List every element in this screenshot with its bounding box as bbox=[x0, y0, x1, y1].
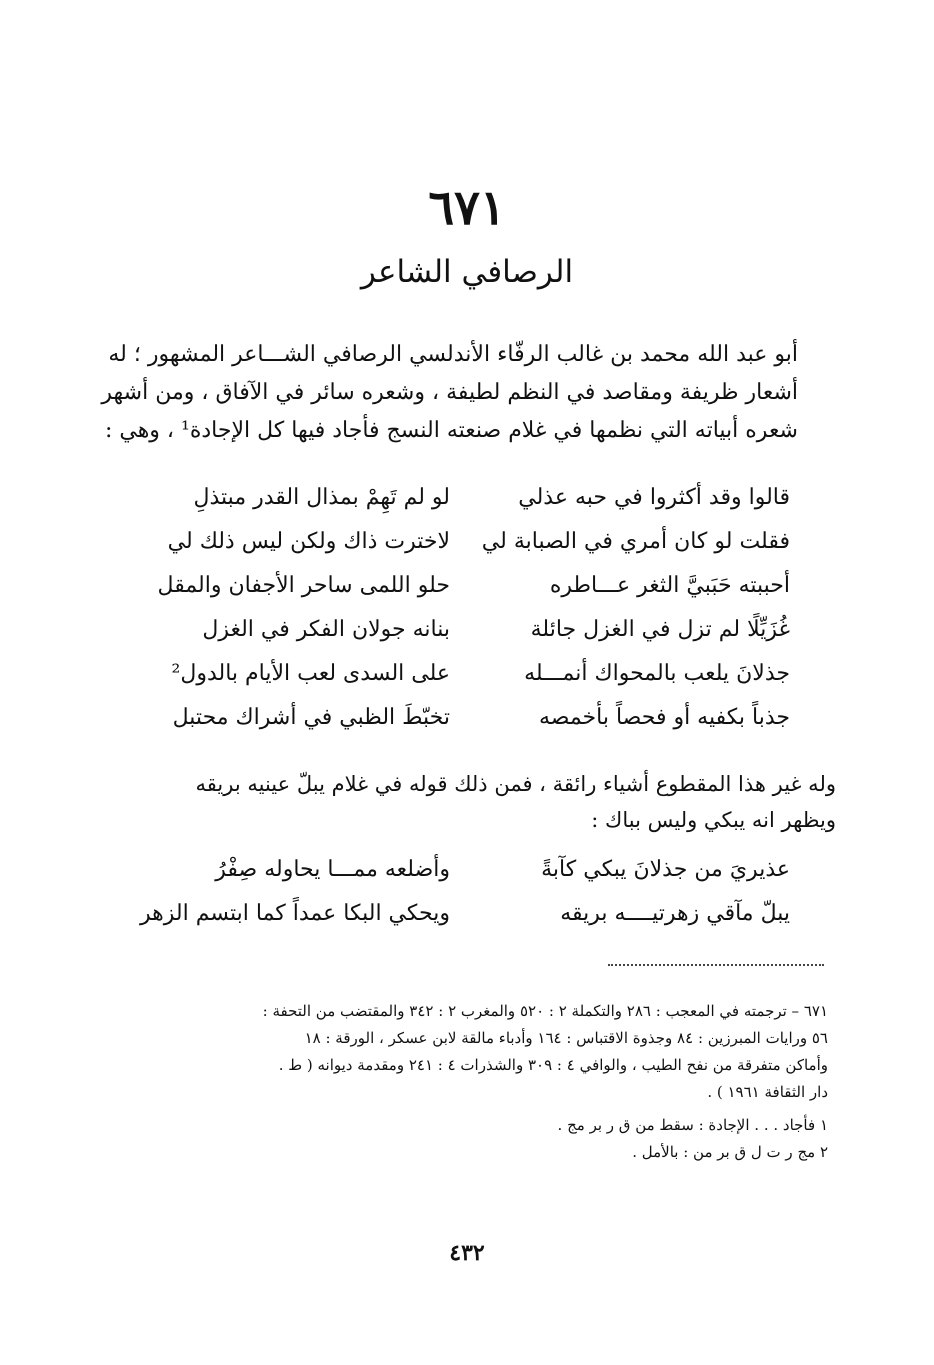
verse bbox=[150, 652, 790, 696]
verse-second-hemistich: ويحكي البكا عمداً كما ابتسم الزهر bbox=[140, 901, 450, 926]
verse-first-hemistich: عذيريَ من جذلانَ يبكي كآبةً bbox=[541, 857, 790, 882]
verse bbox=[150, 476, 790, 520]
verse-first-hemistich: فقلت لو كان أمري في الصبابة لي bbox=[481, 529, 790, 554]
poem-first bbox=[150, 476, 790, 740]
page-number: ٤٣٢ bbox=[449, 1240, 485, 1266]
footnote-separator bbox=[608, 964, 824, 966]
footnote-line: ٥٦ ورايات المبرزين : ٨٤ وجذوة الاقتباس : ١٦٤ وأدباء مالقة لابن عسكر ، الورقة : ١٨ bbox=[304, 1029, 828, 1047]
intro-line: أبو عبد الله محمد بن غالب الرفّاء الأندلسي الرصافي الشـــاعر المشهور ؛ له bbox=[108, 342, 798, 367]
verse-second-hemistich: بنانه جولان الفكر في الغزل bbox=[202, 617, 450, 642]
verse-first-hemistich: يبلّ مآقي زهرتيــــه بريقه bbox=[560, 901, 790, 926]
verse-second-hemistich: حلو اللمى ساحر الأجفان والمقل bbox=[157, 573, 450, 598]
verse-first-hemistich: جذلانَ يلعب بالمحواك أنمـــله bbox=[524, 661, 790, 686]
verse-first-hemistich: غُزَيِّلًا لم تزل في الغزل جائلة bbox=[530, 617, 790, 642]
verse-second-hemistich: على السدى لعب الأيام بالدول² bbox=[171, 661, 450, 686]
verse bbox=[150, 564, 790, 608]
verse bbox=[150, 520, 790, 564]
intro-paragraph bbox=[101, 336, 798, 450]
verse-first-hemistich: جذباً بكفيه أو فحصاً بأخمصه bbox=[538, 705, 790, 730]
footnote-line: وأماكن متفرقة من نفح الطيب ، والوافي ٤ : ٣٠٩ والشذرات ٤ : ٢٤١ ومقدمة ديوانه ( ط . bbox=[278, 1056, 828, 1074]
footnote-line: دار الثقافة ١٩٦١ ) . bbox=[707, 1083, 828, 1101]
intro-line: أشعار ظريفة ومقاصد في النظم لطيفة ، وشعره سائر في الآفاق ، ومن أشهر bbox=[101, 380, 798, 405]
poem-second bbox=[140, 848, 790, 936]
verse bbox=[140, 892, 790, 936]
second-paragraph bbox=[118, 766, 836, 838]
verse-second-hemistich: وأضلعه ممـــا يحاوله صِفْرُ bbox=[215, 857, 450, 882]
footnote-1: ١ فأجاد . . . الإجادة : سقط من ق ر بر مج . bbox=[557, 1116, 828, 1134]
paragraph-line: وله غير هذا المقطوع أشياء رائقة ، فمن ذلك قوله في غلام يبلّ عينيه بريقه bbox=[195, 772, 836, 796]
verse-second-hemistich: لاخترت ذاك ولكن ليس ذلك لي bbox=[167, 529, 450, 554]
intro-line: شعره أبياته التي نظمها في غلام صنعته النسج فأجاد فيها كل الإجادة¹ ، وهي : bbox=[104, 418, 798, 443]
footnote-line: ٦٧١ – ترجمته في المعجب : ٢٨٦ والتكملة ٢ : ٥٢٠ والمغرب ٢ : ٣٤٢ والمقتضب من التحفة : bbox=[262, 1002, 828, 1020]
verse bbox=[150, 696, 790, 740]
verse bbox=[150, 608, 790, 652]
verse-second-hemistich: لو لم تَهِمْ بمذال القدر مبتذلِ bbox=[193, 485, 450, 510]
verse-first-hemistich: قالوا وقد أكثروا في حبه عذلي bbox=[518, 485, 790, 510]
verse-second-hemistich: تخبّطَ الظبي في أشراك محتبل bbox=[172, 705, 450, 730]
footnote-2: ٢ مج ر ت ل ق بر من : بالأمل . bbox=[632, 1143, 828, 1161]
entry-title: الرصافي الشاعر bbox=[360, 254, 574, 290]
footnotes bbox=[128, 998, 828, 1166]
verse-first-hemistich: أحببته حَبَبيَّ الثغر عـــاطره bbox=[549, 573, 790, 598]
paragraph-line: ويظهر انه يبكي وليس بباك : bbox=[591, 808, 836, 832]
entry-number: ٦٧١ bbox=[428, 180, 506, 236]
verse bbox=[150, 848, 790, 892]
